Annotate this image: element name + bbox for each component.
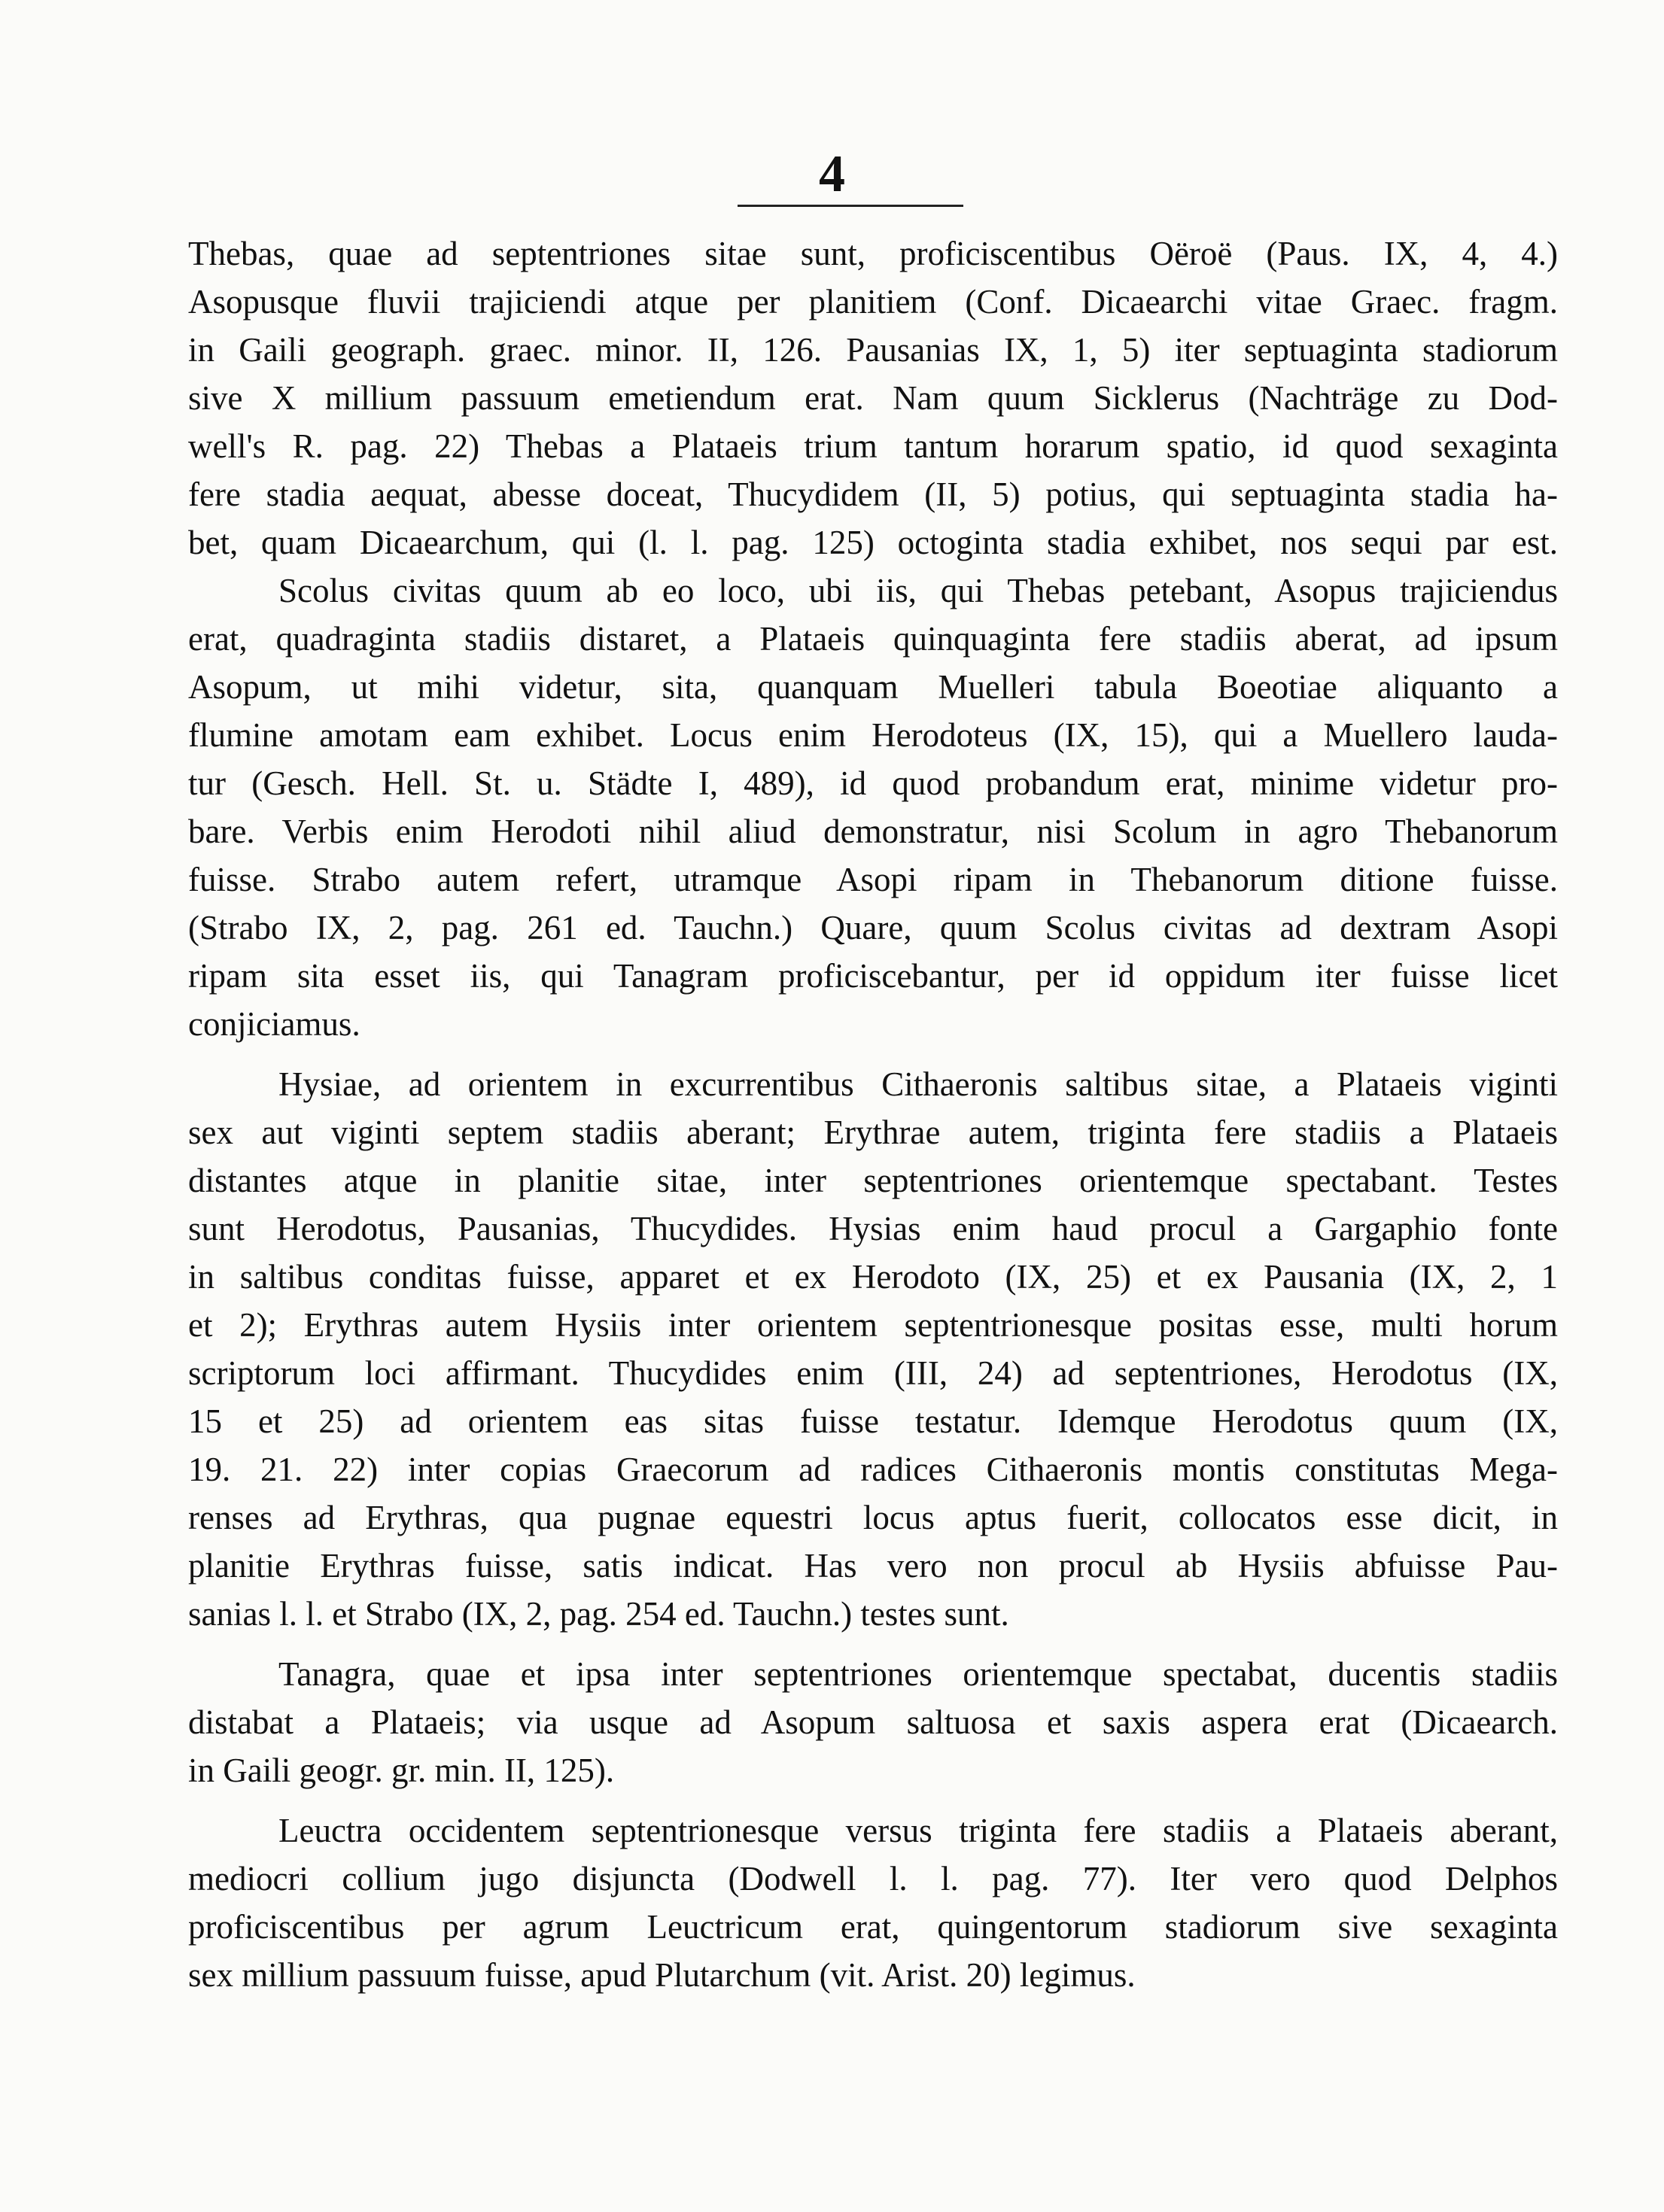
text-line: erat, quadraginta stadiis distaret, a Plataeis quinquaginta fere stadiis aberat, ad ipsum <box>188 620 1558 658</box>
text-line: sex aut viginti septem stadiis aberant; Erythrae autem, triginta fere stadiis a Plataeis <box>188 1114 1558 1151</box>
text-line: sive X millium passuum emetiendum erat. Nam quum Sicklerus (Nachträge zu Dod- <box>188 379 1558 417</box>
text-line: Thebas, quae ad septentriones sitae sunt, proficiscentibus Oëroë (Paus. IX, 4, 4.) <box>188 235 1558 272</box>
paragraph-gap <box>188 1638 1558 1650</box>
text-line: ripam sita esset iis, qui Tanagram proficiscebantur, per id oppidum iter fuisse licet <box>188 957 1558 995</box>
text-line: mediocri collium jugo disjuncta (Dodwell l. l. pag. 77). Iter vero quod Delphos <box>188 1860 1558 1898</box>
text-line: sunt Herodotus, Pausanias, Thucydides. Hysias enim haud procul a Gargaphio fonte <box>188 1210 1558 1247</box>
text-line: distantes atque in planitie sitae, inter septentriones orientemque spectabant. Testes <box>188 1162 1558 1199</box>
text-line: in Gaili geograph. graec. minor. II, 126. Pausanias IX, 1, 5) iter septuaginta stadiorum <box>188 331 1558 369</box>
text-line: distabat a Plataeis; via usque ad Asopum saltuosa et saxis aspera erat (Dicaearch. <box>188 1703 1558 1741</box>
text-line: conjiciamus. <box>188 1005 360 1043</box>
text-line: Hysiae, ad orientem in excurrentibus Cithaeronis saltibus sitae, a Plataeis viginti <box>278 1065 1558 1103</box>
text-line: 15 et 25) ad orientem eas sitas fuisse testatur. Idemque Herodotus quum (IX, <box>188 1402 1558 1440</box>
text-line: scriptorum loci affirmant. Thucydides enim (III, 24) ad septentriones, Herodotus (IX, <box>188 1354 1558 1392</box>
paragraph-5 <box>188 1806 1558 1999</box>
text-line: et 2); Erythras autem Hysiis inter orientem septentrionesque positas esse, multi horum <box>188 1306 1558 1344</box>
text-line: bet, quam Dicaearchum, qui (l. l. pag. 125) octoginta stadia exhibet, nos sequi par est. <box>188 524 1558 561</box>
text-line: Scolus civitas quum ab eo loco, ubi iis, qui Thebas petebant, Asopus trajiciendus <box>278 572 1558 609</box>
text-line: tur (Gesch. Hell. St. u. Städte I, 489), id quod probandum erat, minime videtur pro- <box>188 764 1558 802</box>
text-line: bare. Verbis enim Herodoti nihil aliud demonstratur, nisi Scolum in agro Thebanorum <box>188 813 1558 850</box>
text-line: 19. 21. 22) inter copias Graecorum ad radices Cithaeronis montis constitutas Mega- <box>188 1451 1558 1488</box>
text-line: flumine amotam eam exhibet. Locus enim Herodoteus (IX, 15), qui a Muellero lauda- <box>188 716 1558 754</box>
page-number: 4 <box>819 145 845 203</box>
paragraph-gap <box>188 1048 1558 1060</box>
text-line: Tanagra, quae et ipsa inter septentriones orientemque spectabat, ducentis stadiis <box>278 1655 1558 1693</box>
text-line: fere stadia aequat, abesse doceat, Thucydidem (II, 5) potius, qui septuaginta stadia ha- <box>188 476 1558 513</box>
text-line: sanias l. l. et Strabo (IX, 2, pag. 254 ed. Tauchn.) testes sunt. <box>188 1595 1009 1633</box>
paragraph-1 <box>188 229 1558 567</box>
text-line: Asopusque fluvii trajiciendi atque per planitiem (Conf. Dicaearchi vitae Graec. fragm. <box>188 283 1558 321</box>
paragraph-4 <box>188 1650 1558 1794</box>
text-line: in saltibus conditas fuisse, apparet et ex Herodoto (IX, 25) et ex Pausania (IX, 2, 1 <box>188 1258 1558 1296</box>
text-line: (Strabo IX, 2, pag. 261 ed. Tauchn.) Quare, quum Scolus civitas ad dextram Asopi <box>188 909 1558 946</box>
header-rule <box>738 205 963 207</box>
text-line: sex millium passuum fuisse, apud Plutarchum (vit. Arist. 20) legimus. <box>188 1956 1136 1994</box>
paragraph-gap <box>188 1794 1558 1806</box>
text-line: fuisse. Strabo autem refert, utramque Asopi ripam in Thebanorum ditione fuisse. <box>188 861 1558 898</box>
text-line: renses ad Erythras, qua pugnae equestri locus aptus fuerit, collocatos esse dicit, in <box>188 1499 1558 1536</box>
paragraph-3 <box>188 1060 1558 1638</box>
text-line: well's R. pag. 22) Thebas a Plataeis trium tantum horarum spatio, id quod sexaginta <box>188 427 1558 465</box>
text-line: Asopum, ut mihi videtur, sita, quanquam Muelleri tabula Boeotiae aliquanto a <box>188 668 1558 706</box>
paragraph-2 <box>188 567 1558 1048</box>
text-line: Leuctra occidentem septentrionesque versus triginta fere stadiis a Plataeis aberant, <box>278 1812 1558 1849</box>
body-text <box>188 229 1558 1999</box>
text-line: proficiscentibus per agrum Leuctricum erat, quingentorum stadiorum sive sexaginta <box>188 1908 1558 1946</box>
text-line: in Gaili geogr. gr. min. II, 125). <box>188 1752 615 1789</box>
text-line: planitie Erythras fuisse, satis indicat. Has vero non procul ab Hysiis abfuisse Pau- <box>188 1547 1558 1585</box>
